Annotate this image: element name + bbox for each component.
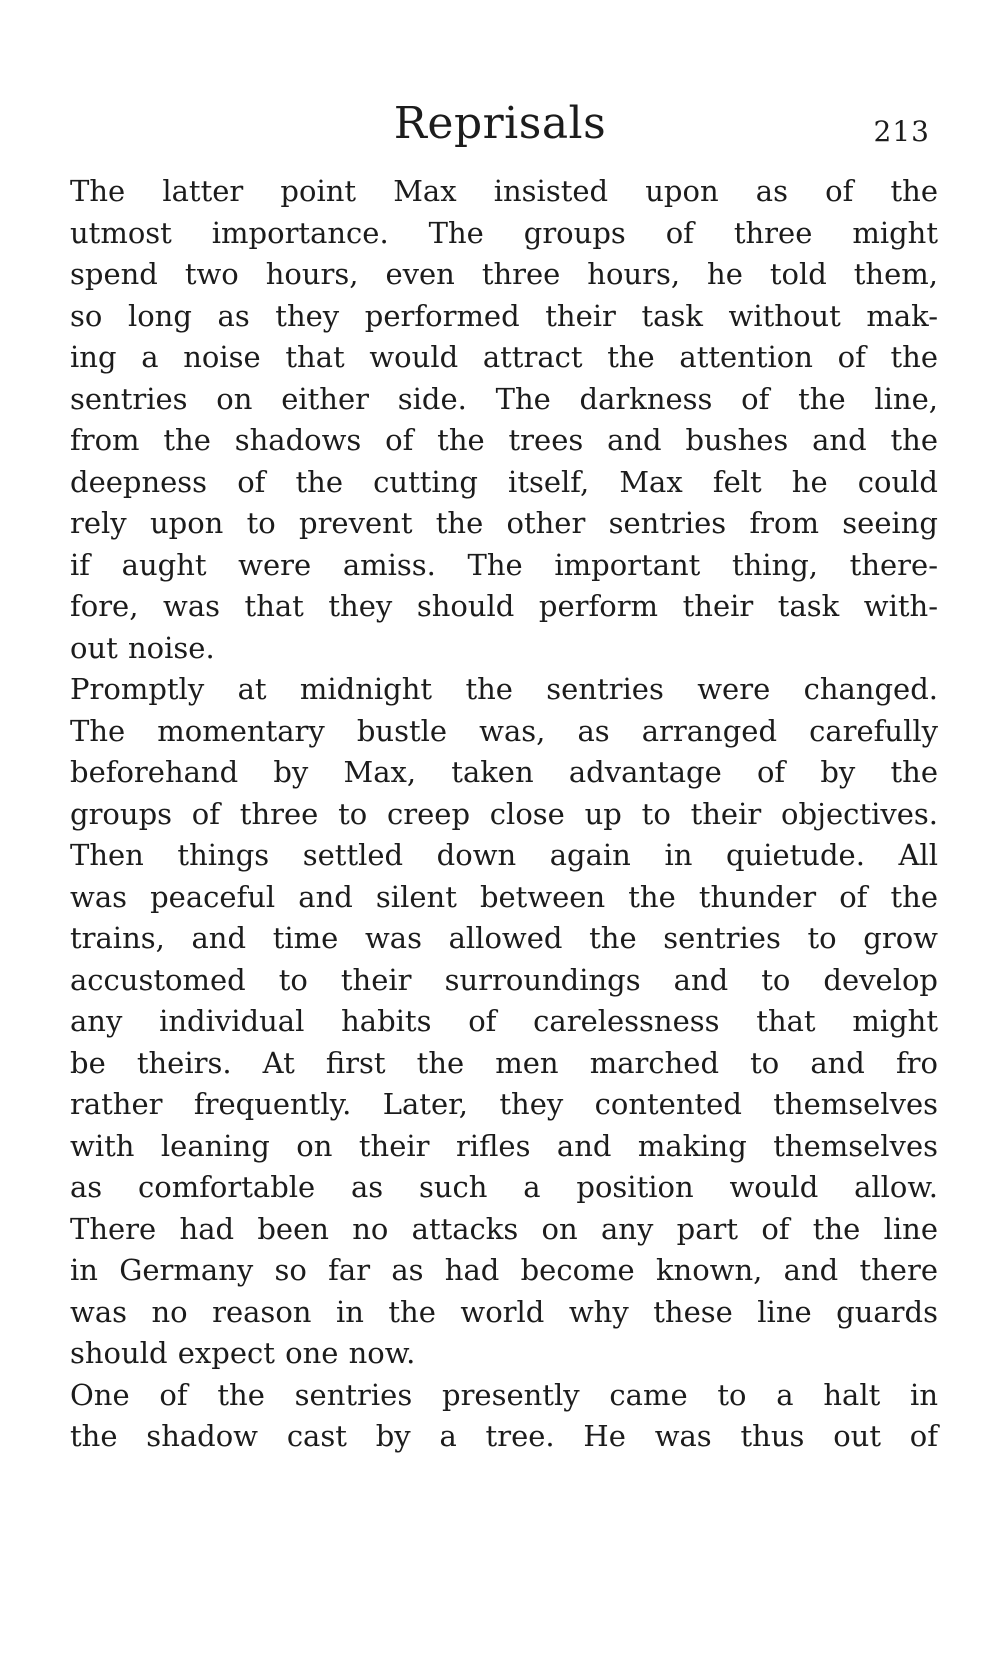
text-line: was peaceful and silent between the thunder of the bbox=[70, 879, 938, 914]
text-line: in Germany so far as had become known, and there bbox=[70, 1253, 938, 1287]
text-line: was no reason in the world why these line guards bbox=[70, 1294, 938, 1329]
text-line: should expect one now. bbox=[70, 1336, 416, 1370]
text-line: as comfortable as such a position would allow. bbox=[70, 1170, 938, 1204]
body-text bbox=[70, 171, 938, 1458]
text-line: ing a noise that would attract the attention of the bbox=[70, 340, 938, 374]
paragraph bbox=[70, 669, 938, 1375]
running-title: Reprisals bbox=[393, 98, 607, 149]
text-line: if aught were amiss. The important thing, there- bbox=[70, 547, 938, 582]
text-line: out noise. bbox=[70, 630, 215, 665]
text-line: sentries on either side. The darkness of the line, bbox=[70, 381, 938, 416]
text-line: Then things settled down again in quietude. All bbox=[70, 838, 938, 872]
text-line: accustomed to their surroundings and to develop bbox=[70, 962, 938, 997]
paragraph bbox=[70, 171, 938, 669]
text-line: beforehand by Max, taken advantage of by the bbox=[70, 755, 938, 789]
text-line: from the shadows of the trees and bushes and the bbox=[70, 423, 938, 457]
text-line: Promptly at midnight the sentries were changed. bbox=[70, 672, 938, 706]
page-number: 213 bbox=[873, 115, 930, 148]
text-line: groups of three to creep close up to their objectives. bbox=[70, 796, 938, 831]
paragraph bbox=[70, 1375, 938, 1458]
text-line: be theirs. At first the men marched to and fro bbox=[70, 1045, 938, 1080]
text-line: so long as they performed their task without mak- bbox=[70, 298, 938, 333]
text-line: deepness of the cutting itself, Max felt he could bbox=[70, 464, 938, 499]
text-line: The momentary bustle was, as arranged carefully bbox=[70, 713, 938, 748]
text-line: fore, was that they should perform their task with- bbox=[70, 589, 938, 623]
text-line: One of the sentries presently came to a halt in bbox=[70, 1377, 938, 1412]
text-line: the shadow cast by a tree. He was thus out of bbox=[70, 1419, 938, 1453]
text-line: with leaning on their rifles and making themselves bbox=[70, 1128, 938, 1163]
text-line: The latter point Max insisted upon as of the bbox=[70, 174, 938, 208]
page-header bbox=[0, 94, 1000, 154]
text-line: utmost importance. The groups of three might bbox=[70, 215, 938, 250]
text-line: any individual habits of carelessness that might bbox=[70, 1004, 938, 1038]
text-line: There had been no attacks on any part of the line bbox=[70, 1211, 938, 1246]
text-line: rely upon to prevent the other sentries from seeing bbox=[70, 506, 938, 540]
text-line: spend two hours, even three hours, he told them, bbox=[70, 257, 938, 291]
text-line: trains, and time was allowed the sentries to grow bbox=[70, 921, 938, 955]
text-line: rather frequently. Later, they contented themselves bbox=[70, 1087, 938, 1121]
